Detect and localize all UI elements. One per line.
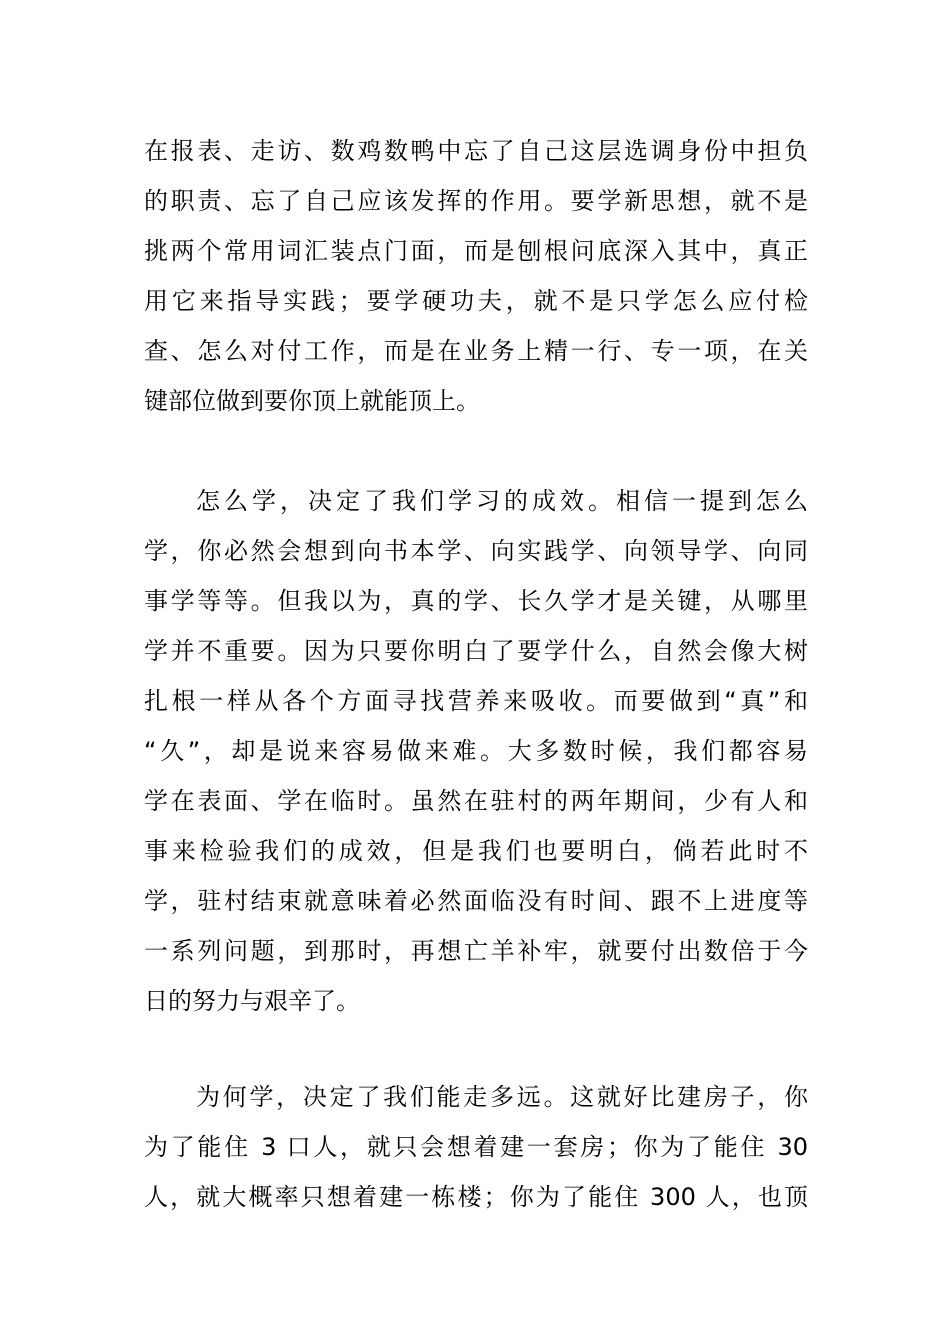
paragraph-line: 键部位做到要你顶上就能顶上。	[144, 387, 480, 415]
paragraph-line: 学，驻村结束就意味着必然面临没有时间、跟不上进度等	[144, 887, 808, 915]
paragraph-line: “久”，却是说来容易做来难。大多数时候，我们都容易	[144, 737, 808, 765]
paragraph-1	[144, 126, 808, 426]
paragraph-line: 扎根一样从各个方面寻找营养来吸收。而要做到“真”和	[144, 687, 808, 715]
paragraph-line: 用它来指导实践；要学硬功夫，就不是只学怎么应付检	[144, 287, 808, 315]
paragraph-line: 怎么学，决定了我们学习的成效。相信一提到怎么	[196, 487, 808, 515]
paragraph-line: 学在表面、学在临时。虽然在驻村的两年期间，少有人和	[144, 787, 808, 815]
paragraph-line: 查、怎么对付工作，而是在业务上精一行、专一项，在关	[144, 337, 808, 365]
paragraph-3	[144, 1072, 808, 1222]
paragraph-line: 事来检验我们的成效，但是我们也要明白，倘若此时不	[144, 837, 808, 865]
paragraph-line: 学并不重要。因为只要你明白了要学什么，自然会像大树	[144, 637, 808, 665]
paragraph-line: 事学等等。但我以为，真的学、长久学才是关键，从哪里	[144, 587, 808, 615]
paragraph-line: 的职责、忘了自己应该发挥的作用。要学新思想，就不是	[144, 187, 808, 215]
paragraph-line: 人，就大概率只想着建一栋楼；你为了能住 300 人，也顶	[144, 1183, 808, 1211]
paragraph-line: 一系列问题，到那时，再想亡羊补牢，就要付出数倍于今	[144, 937, 808, 965]
paragraph-2	[144, 476, 808, 1026]
paragraph-line: 学，你必然会想到向书本学、向实践学、向领导学、向同	[144, 537, 808, 565]
paragraph-line: 为何学，决定了我们能走多远。这就好比建房子，你	[196, 1083, 808, 1111]
paragraph-line: 日的努力与艰辛了。	[144, 987, 360, 1015]
paragraph-line: 挑两个常用词汇装点门面，而是刨根问底深入其中，真正	[144, 237, 808, 265]
paragraph-line: 为了能住 3 口人，就只会想着建一套房；你为了能住 30	[144, 1133, 808, 1161]
paragraph-line: 在报表、走访、数鸡数鸭中忘了自己这层选调身份中担负	[144, 137, 808, 165]
